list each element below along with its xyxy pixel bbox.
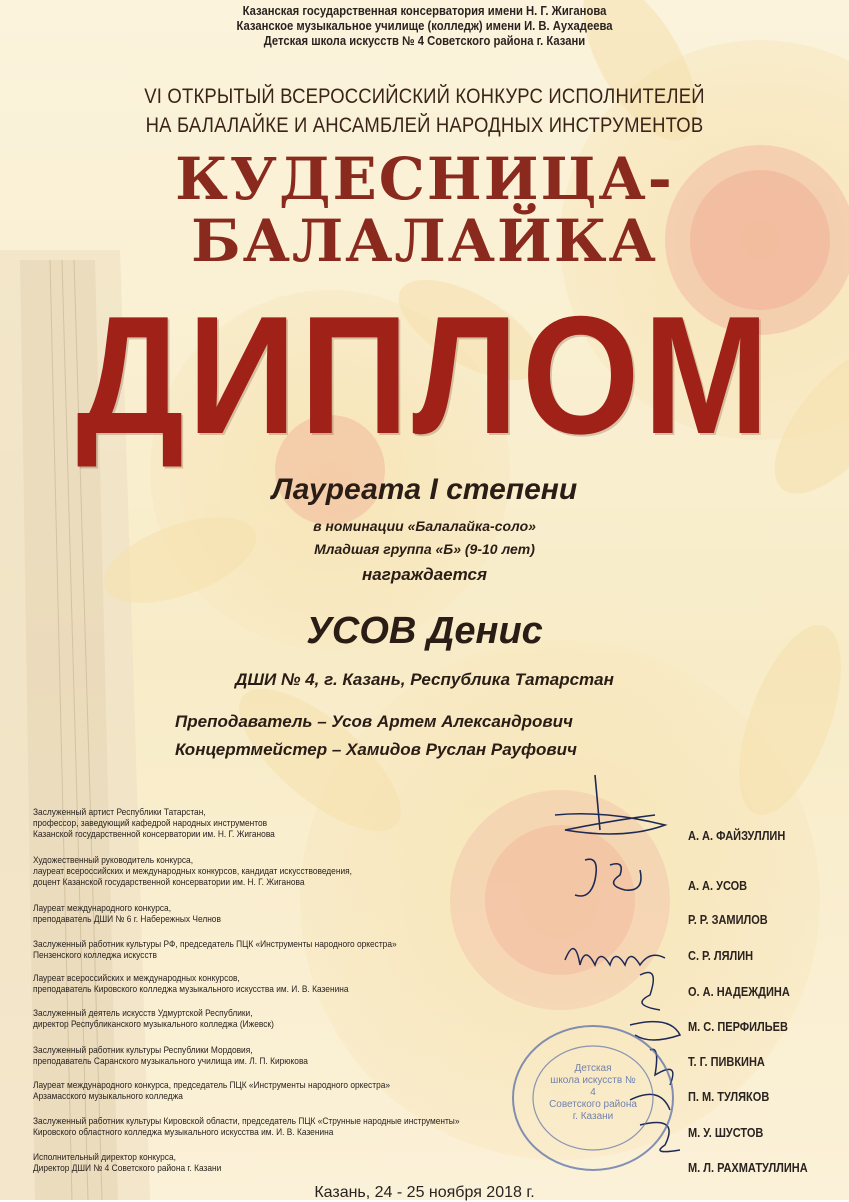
institution-line-2: Казанское музыкальное училище (колледж) имени И. В. Аухадеева <box>236 19 613 33</box>
jury-name-9: М. У. ШУСТОВ <box>688 1126 764 1140</box>
jury-name-5: О. А. НАДЕЖДИНА <box>688 985 790 999</box>
jury-title-6: Заслуженный деятель искусств Удмуртской Республики, директор Республиканского музыкального колледжа (Ижевск) <box>33 1008 274 1030</box>
jury-title-1: Заслуженный артист Республики Татарстан, профессор, заведующий кафедрой народных инструментов Казанской государственной консерватории им. Н. Г. Жиганова <box>33 807 275 840</box>
award-degree: Лауреата I степени <box>271 473 578 506</box>
jury-name-10: М. Л. РАХМАТУЛЛИНА <box>688 1161 808 1175</box>
award-nomination: в номинации «Балалайка-соло» <box>313 518 536 534</box>
signature-faizullin <box>545 770 685 850</box>
contest-name-line-2: БАЛАЛАЙКА <box>191 207 658 275</box>
recipient-school: ДШИ № 4, г. Казань, Республика Татарстан <box>235 670 614 689</box>
diploma-title: ДИПЛОМ <box>76 281 773 469</box>
institution-line-3: Детская школа искусств № 4 Советского района г. Казани <box>263 34 586 48</box>
jury-title-4: Заслуженный работник культуры РФ, председатель ПЦК «Инструменты народного оркестра» Пензенского колледжа искусств <box>33 939 397 961</box>
award-group: Младшая группа «Б» (9-10 лет) <box>314 541 535 557</box>
institution-line-1: Казанская государственная консерватория имени Н. Г. Жиганова <box>242 4 607 18</box>
jury-title-2: Художественный руководитель конкурса, лауреат всероссийских и международных конкурсов, кандидат искусствоведения, доцент Казанской государственной консерватории им. Н. Г. Жиганова <box>33 855 352 888</box>
accompanist: Концертмейстер – Хамидов Руслан Рауфович <box>175 740 577 759</box>
teacher: Преподаватель – Усов Артем Александрович <box>175 712 573 731</box>
stamp-text: Детская школа искусств № 4 Советского района г. Казани <box>549 1063 637 1122</box>
jury-name-2: А. А. УСОВ <box>688 879 748 893</box>
footer-date-place: Казань, 24 - 25 ноября 2018 г. <box>314 1184 535 1201</box>
jury-title-10: Исполнительный директор конкурса, Директор ДШИ № 4 Советского района г. Казани <box>33 1152 222 1174</box>
recipient-name: УСОВ Денис <box>306 610 543 652</box>
jury-title-9: Заслуженный работник культуры Кировской области, председатель ПЦК «Струнные народные инструменты» Кировского областного колледжа музыкального искусства им. И. В. Казенина <box>33 1116 460 1138</box>
contest-name-line-1: КУДЕСНИЦА- <box>175 145 674 213</box>
jury-name-3: Р. Р. ЗАМИЛОВ <box>688 913 768 927</box>
jury-name-1: А. А. ФАЙЗУЛЛИН <box>688 829 786 843</box>
signature-usov <box>565 850 665 910</box>
contest-title-line-1: VI ОТКРЫТЫЙ ВСЕРОССИЙСКИЙ КОНКУРС ИСПОЛНИТЕЛЕЙ <box>144 85 705 108</box>
contest-title-line-2: НА БАЛАЛАЙКЕ И АНСАМБЛЕЙ НАРОДНЫХ ИНСТРУМЕНТОВ <box>145 114 704 137</box>
award-awarded: награждается <box>362 565 487 584</box>
jury-title-8: Лауреат международного конкурса, председатель ПЦК «Инструменты народного оркестра» Арзамасского музыкального колледжа <box>33 1080 391 1102</box>
jury-title-3: Лауреат международного конкурса, преподаватель ДШИ № 6 г. Набережных Челнов <box>33 903 221 925</box>
jury-title-5: Лауреат всероссийских и международных конкурсов, преподаватель Кировского колледжа музыкального искусства им. И. В. Казенина <box>33 973 349 995</box>
jury-title-7: Заслуженный работник культуры Республики Мордовия, преподаватель Саранского музыкального училища им. Л. П. Кирюкова <box>33 1045 308 1067</box>
jury-name-4: С. Р. ЛЯЛИН <box>688 949 754 963</box>
jury-name-7: Т. Г. ПИВКИНА <box>688 1055 765 1069</box>
jury-name-6: М. С. ПЕРФИЛЬЕВ <box>688 1020 788 1034</box>
jury-name-8: П. М. ТУЛЯКОВ <box>688 1090 770 1104</box>
